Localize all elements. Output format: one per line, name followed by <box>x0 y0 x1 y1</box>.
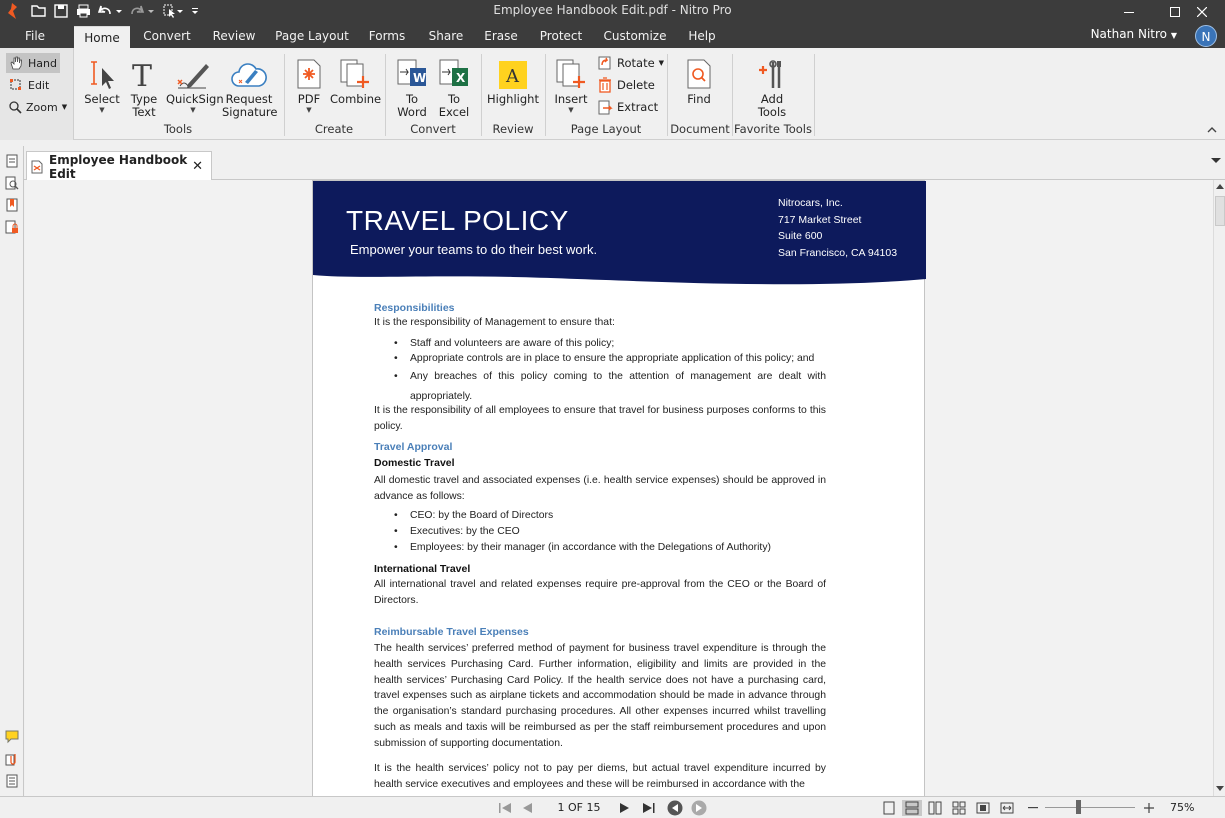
highlight-button[interactable] <box>486 54 540 106</box>
window-title: Employee Handbook Edit.pdf - Nitro Pro <box>493 3 732 17</box>
to-word-label-1: To <box>405 92 419 106</box>
chevron-down-icon: ▼ <box>568 106 574 114</box>
banner <box>313 181 926 291</box>
subheading-domestic-travel: Domestic Travel <box>374 457 455 469</box>
pdf-label: PDF <box>297 92 321 106</box>
last-page-icon[interactable] <box>640 800 658 816</box>
tab-home[interactable]: Home <box>74 26 130 48</box>
select-label: Select <box>84 92 120 106</box>
zoom-in-icon[interactable] <box>1142 800 1156 816</box>
rotate-button[interactable] <box>597 54 664 72</box>
highlight-icon <box>486 54 540 90</box>
tab-file[interactable]: File <box>24 29 46 43</box>
paragraph: It is the responsibility of all employees to ensure that travel for business purposes conforms to this policy. <box>374 405 826 432</box>
bookmarks-panel-icon[interactable] <box>3 196 20 213</box>
list-item: • Staff and volunteers are aware of this policy; <box>410 336 826 352</box>
tab-protect[interactable]: Protect <box>539 29 583 43</box>
separator <box>732 54 733 136</box>
cloud-signature-icon <box>222 54 276 90</box>
comments-panel-icon[interactable] <box>3 728 20 745</box>
separator <box>385 54 386 136</box>
find-label: Find <box>687 92 711 106</box>
insert-page-icon <box>551 54 591 90</box>
tab-forms[interactable]: Forms <box>368 29 406 43</box>
navigation-tools-panel <box>0 48 74 140</box>
edit-label: Edit <box>28 78 50 92</box>
page-number-field[interactable]: 1 OF 15 <box>557 801 601 814</box>
to-excel-button[interactable] <box>434 54 474 119</box>
hand-icon <box>8 55 24 71</box>
extract-label: Extract <box>617 100 659 114</box>
select-cursor-icon <box>82 54 122 90</box>
pdf-file-icon <box>31 160 43 174</box>
type-text-button[interactable] <box>124 54 164 119</box>
select-button[interactable] <box>82 54 122 114</box>
document-tab[interactable] <box>26 151 212 181</box>
chevron-down-icon: ▼ <box>99 106 105 114</box>
previous-page-icon[interactable] <box>518 800 536 816</box>
tab-page-layout[interactable]: Page Layout <box>275 29 349 43</box>
rotate-label: Rotate <box>617 56 655 70</box>
document-tabs-bar <box>24 146 1225 180</box>
facing-continuous-view-icon[interactable] <box>950 800 968 816</box>
output-panel-icon[interactable] <box>3 772 20 789</box>
to-excel-label-1: To <box>447 92 461 106</box>
document-viewer[interactable] <box>25 180 1213 796</box>
svg-text:T: T <box>132 59 153 90</box>
type-text-icon <box>124 54 164 90</box>
fit-page-icon[interactable] <box>974 800 992 816</box>
tab-review[interactable]: Review <box>212 29 256 43</box>
svg-text:A: A <box>506 66 519 87</box>
zoom-slider-handle[interactable] <box>1076 800 1081 814</box>
document-tab-label: Employee Handbook Edit <box>49 152 188 181</box>
type-text-label-2: Text <box>132 105 156 119</box>
zoom-tool-button[interactable] <box>6 97 68 117</box>
heading-travel-approval: Travel Approval <box>374 441 453 453</box>
tab-convert[interactable]: Convert <box>143 29 191 43</box>
quicksign-button[interactable] <box>166 54 224 114</box>
status-bar <box>0 796 1225 818</box>
pages-panel-icon[interactable] <box>3 152 20 169</box>
chevron-down-icon: ▼ <box>306 106 312 114</box>
pdf-page <box>312 180 925 796</box>
user-name: Nathan Nitro <box>1090 27 1168 41</box>
to-word-label-2: Word <box>397 105 427 119</box>
hand-label: Hand <box>28 56 57 70</box>
rotate-icon <box>597 55 613 71</box>
combine-label: Combine <box>330 92 382 106</box>
combine-icon <box>330 54 380 90</box>
company-address <box>778 195 897 261</box>
first-page-icon[interactable] <box>496 800 514 816</box>
group-label-page-layout: Page Layout <box>570 122 642 136</box>
facing-view-icon[interactable] <box>926 800 944 816</box>
separator <box>481 54 482 136</box>
list-item: • CEO: by the Board of Directors <box>410 508 826 524</box>
svg-text:W: W <box>413 71 427 85</box>
separator <box>667 54 668 136</box>
group-label-review: Review <box>492 122 534 136</box>
add-tools-button[interactable] <box>748 54 796 119</box>
delete-button[interactable] <box>597 76 655 94</box>
hand-tool-button[interactable] <box>6 53 60 73</box>
edit-icon <box>8 77 24 93</box>
to-excel-label-2: Excel <box>438 105 470 119</box>
scroll-up-icon[interactable] <box>1216 182 1224 191</box>
tab-customize[interactable]: Customize <box>603 29 667 43</box>
request-signature-label-2: Signature <box>222 105 278 119</box>
close-tab-icon[interactable]: ✕ <box>192 159 203 174</box>
attachments-panel-icon[interactable] <box>3 750 20 767</box>
collapse-ribbon-icon[interactable] <box>1207 126 1217 137</box>
to-word-button[interactable] <box>392 54 432 119</box>
zoom-out-icon[interactable] <box>1026 800 1040 816</box>
request-signature-button[interactable] <box>222 54 276 119</box>
security-panel-icon[interactable] <box>3 218 20 235</box>
group-label-create: Create <box>314 122 354 136</box>
zoom-level[interactable]: 75% <box>1170 801 1195 814</box>
word-icon <box>392 54 432 90</box>
close-window-button[interactable] <box>1179 0 1225 24</box>
zoom-icon <box>8 99 22 115</box>
highlight-label: Highlight <box>487 92 539 106</box>
scroll-thumb[interactable] <box>1215 196 1225 226</box>
type-text-label-1: Type <box>130 92 158 106</box>
paragraph: All domestic travel and associated expenses (i.e. health service expenses) should be approved in advance as follows: <box>374 475 826 502</box>
insert-button[interactable] <box>551 54 591 114</box>
chevron-down-icon: ▼ <box>190 106 196 114</box>
minimize-button[interactable] <box>1106 0 1152 24</box>
svg-text:X: X <box>456 71 466 85</box>
paragraph: It is the responsibility of Management to ensure that: <box>374 317 615 328</box>
address-line: Suite 600 <box>778 230 823 243</box>
user-menu[interactable] <box>1091 27 1177 41</box>
address-line: San Francisco, CA 94103 <box>778 246 898 259</box>
group-label-document: Document <box>670 122 730 136</box>
paragraph: All international travel and related expenses require pre-approval from the CEO or the Board of Directors. <box>374 579 826 606</box>
group-label-favorite-tools: Favorite Tools <box>734 122 812 136</box>
list-item: • Employees: by their manager (in accordance with the Delegations of Authority) <box>410 540 826 556</box>
tab-list-dropdown-icon[interactable] <box>1211 157 1221 167</box>
insert-label: Insert <box>554 92 588 106</box>
extract-icon <box>597 99 613 115</box>
paragraph: The health services’ preferred method of payment for business travel expenditure is through the health services Purchasing Card. Further information, eligibility and limits are provided in the health services’ Purchasing Card Policy. If the health service does not have a purchasing card, travel expenses such as airplane tickets and accommodation should be made in advance through the organisation’s standard purchasing procedures. All other expenses incurred whilst travelling such as meals and taxis will be reimbursed as per the staff reimbursement procedures and upon submission of supporting documentation. <box>374 643 826 749</box>
combine-button[interactable] <box>330 54 380 106</box>
heading-reimbursable-expenses: Reimbursable Travel Expenses <box>374 626 529 638</box>
fit-width-icon[interactable] <box>998 800 1016 816</box>
vertical-scrollbar[interactable] <box>1213 180 1225 796</box>
tab-share[interactable]: Share <box>428 29 464 43</box>
left-sidebar <box>0 146 24 796</box>
menu-bar <box>0 24 1225 48</box>
pdf-button[interactable] <box>290 54 328 114</box>
group-label-convert: Convert <box>410 122 456 136</box>
next-view-icon[interactable] <box>690 800 708 816</box>
banner-title: TRAVEL POLICY <box>346 205 569 236</box>
find-icon <box>676 54 722 90</box>
delete-label: Delete <box>617 78 655 92</box>
separator <box>545 54 546 136</box>
chevron-down-icon: ▼ <box>61 103 68 111</box>
chevron-down-icon: ▼ <box>658 59 665 67</box>
list-item: • Executives: by the CEO <box>410 524 826 540</box>
list-item: • Appropriate controls are in place to ensure the appropriate application of this policy; and <box>410 351 826 367</box>
ribbon <box>0 48 1225 140</box>
banner-subtitle: Empower your teams to do their best work. <box>350 242 598 257</box>
quicksign-label: QuickSign <box>166 92 224 106</box>
request-signature-label-1: Request <box>225 92 273 106</box>
edit-tool-button[interactable] <box>6 75 60 95</box>
separator <box>814 54 815 136</box>
single-page-view-icon[interactable] <box>880 800 898 816</box>
extract-button[interactable] <box>597 98 658 116</box>
address-line: 717 Market Street <box>778 213 862 226</box>
quicksign-pen-icon <box>166 54 220 90</box>
title-bar <box>0 0 1225 24</box>
continuous-view-icon[interactable] <box>902 800 922 816</box>
tab-erase[interactable]: Erase <box>484 29 518 43</box>
excel-icon <box>434 54 474 90</box>
separator <box>284 54 285 136</box>
heading-responsibilities: Responsibilities <box>374 302 455 314</box>
zoom-slider[interactable] <box>1045 807 1135 808</box>
create-pdf-icon <box>290 54 328 90</box>
previous-view-icon[interactable] <box>666 800 684 816</box>
list-item: • Any breaches of this policy coming to the attention of management are dealt with appropriately. <box>410 367 826 406</box>
chevron-down-icon: ▼ <box>1170 31 1177 40</box>
paragraph: It is the health services’ policy not to pay per diems, but actual travel expenditure incurred by health service executives and employees and these will be reimbursed in accordance with the <box>374 763 826 790</box>
add-tools-icon <box>748 54 796 90</box>
address-line: Nitrocars, Inc. <box>778 197 843 209</box>
add-tools-label-1: Add <box>760 92 784 106</box>
subheading-international-travel: International Travel <box>374 563 471 575</box>
zoom-label: Zoom <box>26 100 58 114</box>
scroll-down-icon[interactable] <box>1216 785 1224 794</box>
add-tools-label-2: Tools <box>757 105 787 119</box>
trash-icon <box>597 77 613 93</box>
tab-help[interactable]: Help <box>688 29 716 43</box>
next-page-icon[interactable] <box>616 800 634 816</box>
find-button[interactable] <box>676 54 722 106</box>
search-panel-icon[interactable] <box>3 174 20 191</box>
group-label-tools: Tools <box>163 122 193 136</box>
avatar[interactable]: N <box>1195 25 1217 47</box>
